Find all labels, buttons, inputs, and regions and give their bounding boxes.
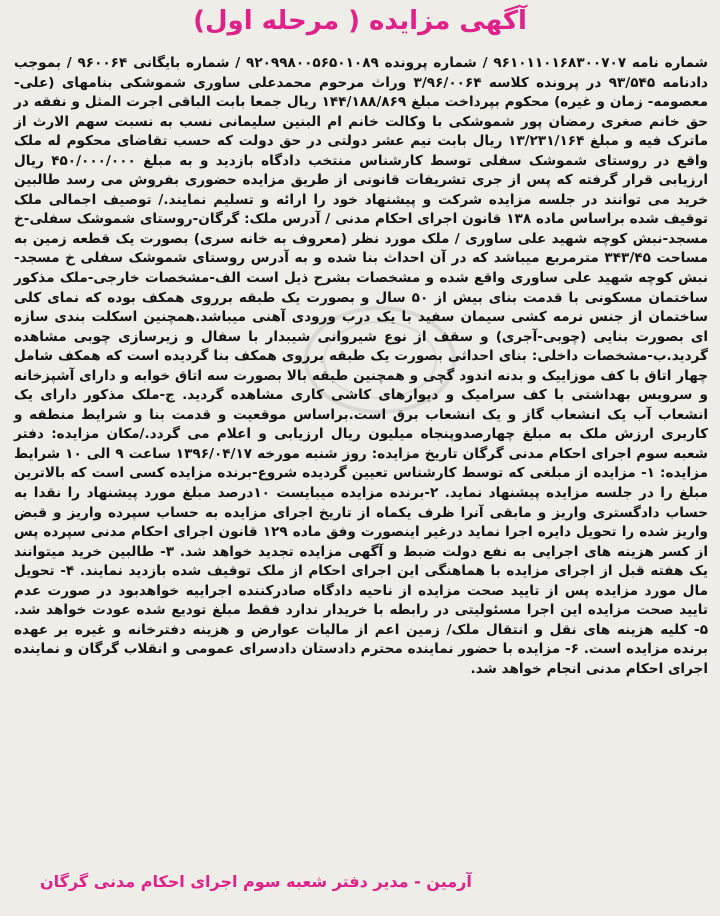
notice-body-text: شماره نامه ۹۶۱۰۱۱۰۱۶۸۳۰۰۷۰۷ / شماره پرونده ۹۲۰۹۹۸۰۰۵۶۵۰۱۰۸۹ / شماره بایگانی ۹۶۰۰۶۴ / بموجب دادنامه ۹۳/۵۴۵ در پرونده کلاسه ۳/۹۶/۰۰۶۴ وراث مرحوم محمدعلی ساوری شموشکی بنامهای (علی- معصومه- زمان و غیره) محکوم بپرداخت مبلغ ۱۴۴/۱۸۸/۸۶۹ ریال جمعا بابت الباقی اجرت المثل و نفقه در حق خانم صغری رمضان پور شموشکی با وکالت خانم ام البنین سلیمانی نسب به نسبت سهم الارث از ماترک فیه و مبلغ ۱۳/۲۳۱/۱۶۴ ریال بابت نیم عشر دولتی در حق دولت که حسب تقاضای محکوم له ملک واقع در روستای شموشک سفلی توسط کارشناس منتخب دادگاه بازدید و به مبلغ ۴۵۰/۰۰۰/۰۰۰ ریال ارزیابی قرار گرفته که پس از جری تشریفات قانونی از طریق مزایده حضوری بفروش می رسد طالبین خرید می توانند در جلسه مزایده شرکت و پیشنهاد خود را ارائه و تسلیم نمایند./ توصیف اجمالی ملک توقیف شده براساس ماده ۱۳۸ قانون اجرای احکام مدنی / آدرس ملک: گرگان-روستای شموشک سفلی-خ مسجد-نبش کوچه شهید علی ساوری / ملک مورد نظر (معروف به خانه سری) بصورت یک قطعه زمین به مساحت ۳۴۳/۴۵ مترمربع میباشد که در آن احداث بنا شده و به آدرس روستای شموشک سفلی خ مسجد-نبش کوچه شهید علی ساوری واقع شده و مشخصات بشرح ذیل است الف-مشخصات خارجی-ملک مذکور ساختمان مسکونی با قدمت بنای بیش از ۵۰ سال و بصورت یک طبقه برروی همکف بوده که نمای کلی ساختمان از جنس نرمه کشی سیمان سفید با یک درب ورودی آهنی میباشد.همچنین اسکلت بندی سازه ای بصورت بنایی (چوبی-آجری) و سقف از نوع شیروانی شیبدار با سفال و زیرسازی چوبی مشاهده گردید.ب-مشخصات داخلی: بنای احداثی بصورت یک طبقه برروی همکف بنا گردیده است که همکف شامل چهار اتاق با کف موزاییک و بدنه اندود گچی و همچنین طبقه بالا بصورت سه اتاق خوابه و دارای آشپزخانه و سرویس بهداشتی با کف سرامیک و دیوارهای کاشی کاری مشاهده گردید. ج-ملک مذکور دارای یک انشعاب آب یک انشعاب گاز و یک انشعاب برق است.براساس موقعیت و قدمت بنا و شرایط منطقه و کاربری ارزش ملک به مبلغ چهارصدوپنجاه میلیون ریال ارزیابی و اعلام می گردد./مکان مزایده: دفتر شعبه سوم اجرای احکام مدنی گرگان تاریخ مزایده: روز شنبه مورخه ۱۳۹۶/۰۴/۱۷ ساعت ۹ الی ۱۰ شرایط مزایده: ۱- مزایده از مبلغی که توسط کارشناس تعیین گردیده شروع-برنده مزایده کسی است که بالاترین مبلغ را در جلسه مزایده پیشنهاد نماید. ۲-برنده مزایده میبایست ۱۰درصد مبلغ مورد پیشنهاد را نقدا به حساب دادگستری واریز و مابقی آنرا ظرف یکماه از تاریخ اجرای مزایده به حساب سپرده واریز و قبض واریز شده را تحویل دایره اجرا نماید درغیر اینصورت وفق ماده ۱۲۹ قانون اجرای احکام مدنی سپرده پس از کسر هزینه های اجرایی به نفع دولت ضبط و آگهی مزایده تجدید خواهد شد. ۳- طالبین خرید میتوانند یک هفته قبل از اجرای مزایده با هماهنگی این اجرای احکام از ملک توقیف شده بازدید نمایند. ۴- تحویل مال مورد مزایده پس از تایید صحت مزایده از ناحیه دادگاه صادرکننده اجراییه خواهدبود در صورت عدم تایید صحت مزایده این اجرا مسئولیتی در رابطه با خریدار ندارد فقط مبلغ تودیع شده عودت خواهد شد. ۵- کلیه هزینه های نقل و انتقال ملک/ زمین اعم از مالیات عوارض و هزینه دفترخانه و غیره بر عهده برنده مزایده است. ۶- مزایده با حضور نماینده محترم دادستان دادسرای عمومی و انقلاب گرگان و نماینده اجرای احکام مدنی انجام خواهد شد. [14,55,709,677]
notice-title: آگهی مزایده ( مرحله اول) [193,6,527,36]
notice-signature: آرمین - مدیر دفتر شعبه سوم اجرای احکام مدنی گرگان [40,872,472,891]
notice-body [14,54,708,680]
